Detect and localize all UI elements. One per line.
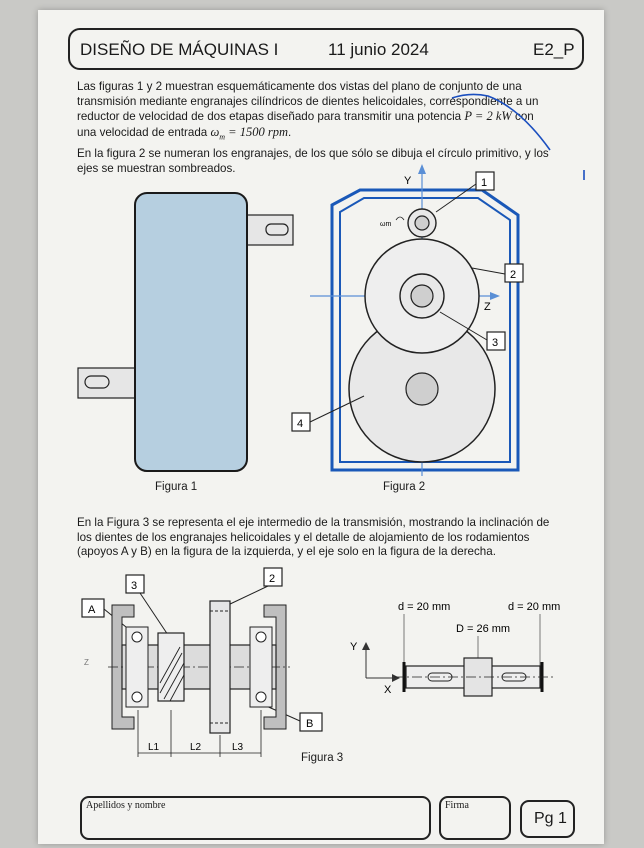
dim-l2: L2 <box>190 742 202 753</box>
svg-text:3: 3 <box>492 337 499 349</box>
svg-text:3: 3 <box>131 580 138 592</box>
shaft-output <box>406 373 438 405</box>
figure-3-assembly <box>78 565 338 770</box>
svg-text:4: 4 <box>297 418 304 430</box>
gear-2-side <box>210 601 230 733</box>
figure-2-caption: Figura 2 <box>383 481 426 493</box>
figure-1-caption: Figura 1 <box>155 481 198 493</box>
figure-3-shaft <box>340 596 580 706</box>
shaft-intermediate <box>411 285 433 307</box>
exam-date: 11 junio 2024 <box>328 40 429 59</box>
side-axis-label: Z <box>84 658 89 667</box>
svg-text:B: B <box>306 718 314 730</box>
shaft-paragraph: En la Figura 3 se representa el eje intermedio de la transmisión, mostrando la inclinación de los dientes de los engranajes helicoidales y el detalle de alojamiento de los rodamientos (apoyos A y B) en la figura de la izquierda, y el eje solo en la figura de la derecha. <box>77 516 550 559</box>
power-value: P = 2 kW <box>464 109 512 124</box>
svg-text:1: 1 <box>481 177 488 189</box>
figure-2 <box>297 160 540 480</box>
svg-text:A: A <box>88 604 96 616</box>
input-speed: $\omega_m = 1500$ rpm <box>210 124 288 142</box>
figure-3-caption: Figura 3 <box>301 752 344 764</box>
shaft-axis-x: X <box>384 684 392 696</box>
dim-D-mid: D = 26 mm <box>456 623 511 635</box>
shaft-axis-y: Y <box>350 641 358 653</box>
svg-text:2: 2 <box>510 269 517 281</box>
svg-text:2: 2 <box>269 573 276 585</box>
name-label: Apellidos y nombre <box>86 800 166 811</box>
exam-code: E2_P <box>533 40 575 59</box>
shaft-input <box>415 216 429 230</box>
fig2-axis-z: Z <box>484 301 491 313</box>
name-field-box[interactable] <box>80 796 431 840</box>
figure-1 <box>70 185 300 480</box>
omega-label: ωm <box>380 221 392 228</box>
gear-3-side <box>158 633 184 701</box>
course-title: DISEÑO DE MÁQUINAS I <box>80 40 279 59</box>
signature-label: Firma <box>445 800 469 811</box>
fig2-axis-y: Y <box>404 175 412 187</box>
page-number-box <box>520 800 575 838</box>
dim-d-right: d = 20 mm <box>508 601 561 613</box>
gears-paragraph: En la figura 2 se numeran los engranajes, de los que sólo se dibuja el círculo primitivo, y los ejes se muestran sombreados. <box>77 147 549 175</box>
signature-field-box[interactable] <box>439 796 511 840</box>
intro-paragraph: Las figuras 1 y 2 muestran esquemáticamente dos vistas del plano de conjunto de una transmisión mediante engranajes cilíndricos de dientes helicoidales, correspondiente a un reductor de velocidad de dos etapas diseñado para transmitir una potencia P = 2 kW con una velocidad de entrada $\omega_m = 1500$ rpm. <box>77 80 539 142</box>
dim-l1: L1 <box>148 742 160 753</box>
page-number: Pg 1 <box>534 810 567 827</box>
dim-l3: L3 <box>232 742 244 753</box>
dim-d-left: d = 20 mm <box>398 601 451 613</box>
